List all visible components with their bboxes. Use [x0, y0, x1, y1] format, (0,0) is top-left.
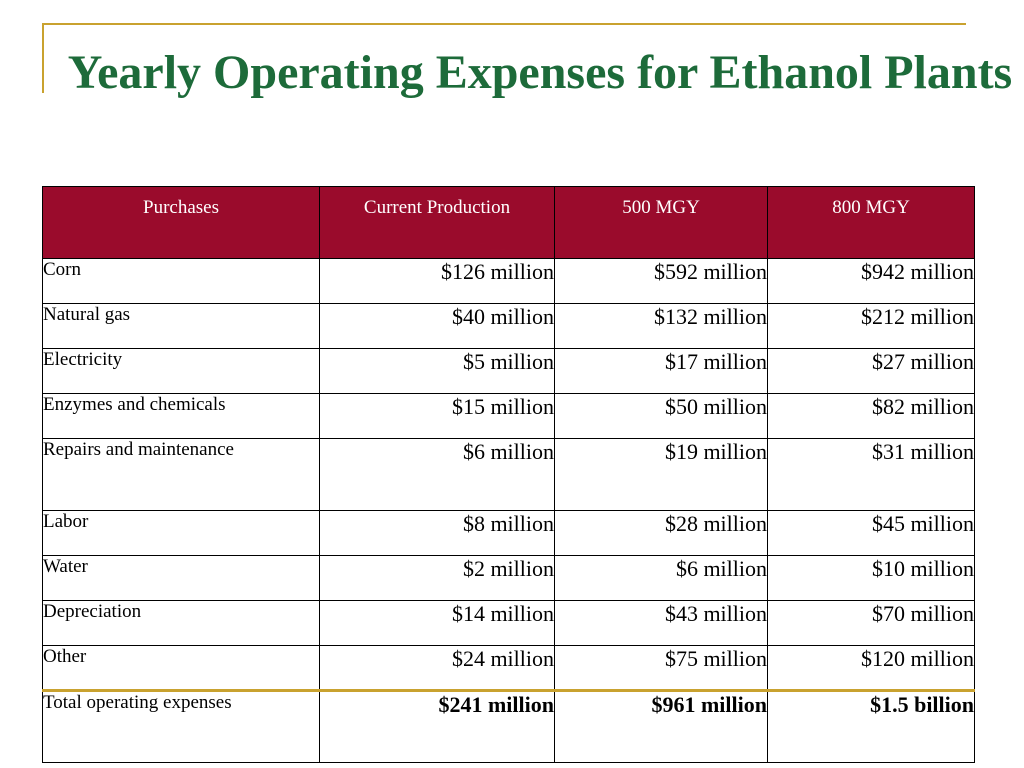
total-row — [43, 691, 975, 763]
row-label: Corn — [43, 259, 320, 304]
table-row — [43, 511, 975, 556]
cell-800-mgy: $942 million — [768, 259, 975, 304]
header-500-mgy: 500 MGY — [555, 187, 768, 259]
cell-800-mgy: $27 million — [768, 349, 975, 394]
cell-current: $5 million — [320, 349, 555, 394]
cell-current: $24 million — [320, 646, 555, 691]
header-purchases: Purchases — [43, 187, 320, 259]
row-label: Electricity — [43, 349, 320, 394]
cell-500-mgy: $6 million — [555, 556, 768, 601]
cell-current: $6 million — [320, 439, 555, 511]
cell-500-mgy: $50 million — [555, 394, 768, 439]
cell-800-mgy: $10 million — [768, 556, 975, 601]
row-label: Depreciation — [43, 601, 320, 646]
total-label: Total operating expenses — [43, 691, 320, 763]
cell-current: $8 million — [320, 511, 555, 556]
total-current: $241 million — [320, 691, 555, 763]
cell-current: $40 million — [320, 304, 555, 349]
table-row — [43, 556, 975, 601]
cell-800-mgy: $31 million — [768, 439, 975, 511]
row-label: Water — [43, 556, 320, 601]
accent-line-top — [42, 23, 966, 25]
cell-500-mgy: $19 million — [555, 439, 768, 511]
cell-500-mgy: $43 million — [555, 601, 768, 646]
row-label: Labor — [43, 511, 320, 556]
cell-800-mgy: $120 million — [768, 646, 975, 691]
table-row — [43, 439, 975, 511]
row-label: Repairs and maintenance — [43, 439, 320, 511]
table-row — [43, 349, 975, 394]
row-label: Natural gas — [43, 304, 320, 349]
slide-title: Yearly Operating Expenses for Ethanol Plants — [67, 46, 1013, 99]
table-row — [43, 394, 975, 439]
cell-current: $15 million — [320, 394, 555, 439]
accent-line-left — [42, 23, 44, 93]
cell-800-mgy: $45 million — [768, 511, 975, 556]
expenses-table — [42, 186, 975, 763]
table-row — [43, 601, 975, 646]
header-current-production: Current Production — [320, 187, 555, 259]
table-row — [43, 646, 975, 691]
cell-500-mgy: $75 million — [555, 646, 768, 691]
cell-current: $2 million — [320, 556, 555, 601]
row-label: Other — [43, 646, 320, 691]
cell-500-mgy: $28 million — [555, 511, 768, 556]
cell-current: $14 million — [320, 601, 555, 646]
cell-800-mgy: $70 million — [768, 601, 975, 646]
table-row — [43, 304, 975, 349]
cell-500-mgy: $17 million — [555, 349, 768, 394]
cell-800-mgy: $212 million — [768, 304, 975, 349]
row-label: Enzymes and chemicals — [43, 394, 320, 439]
total-800-mgy: $1.5 billion — [768, 691, 975, 763]
cell-current: $126 million — [320, 259, 555, 304]
cell-800-mgy: $82 million — [768, 394, 975, 439]
cell-500-mgy: $592 million — [555, 259, 768, 304]
total-500-mgy: $961 million — [555, 691, 768, 763]
cell-500-mgy: $132 million — [555, 304, 768, 349]
table-row — [43, 259, 975, 304]
table-header-row — [43, 187, 975, 259]
header-800-mgy: 800 MGY — [768, 187, 975, 259]
